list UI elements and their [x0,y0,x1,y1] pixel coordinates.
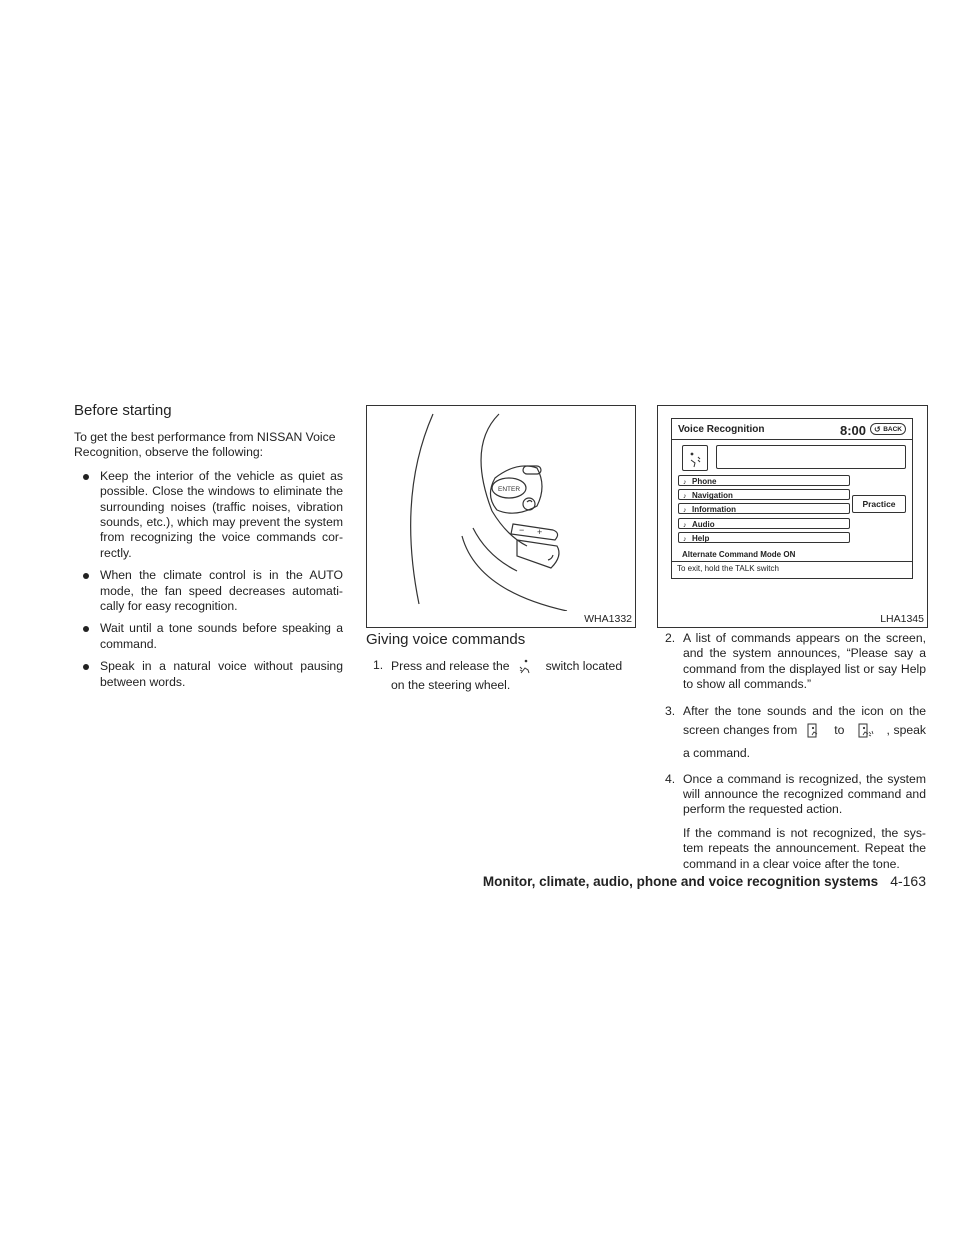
volume-minus-label: − [519,525,525,535]
clock: 8:00 [840,423,867,438]
steps-list [658,631,926,818]
list-item: 3. After the tone sounds and the icon on the screen changes from to , speak a command. [665,703,927,760]
voice-command-icon: ♪ [683,479,687,486]
list-item: 1. Press and release the switch located on the steering wheel. [373,658,623,693]
bullet-icon [83,626,89,632]
command-item-phone[interactable]: ♪ Phone [678,475,850,486]
list-item: Speak in a natural voice without pausing between words. [74,659,343,690]
figure-code: LHA1345 [880,613,924,625]
voice-command-icon: ♪ [683,493,687,500]
list-item: 4. Once a command is recognized, the system will announce the recognized command and perform the requested action. [665,771,926,817]
microphone-speaking-icon [858,723,874,744]
list-item: Keep the interior of the vehicle as quiet as possible. Close the windows to eliminate the surrounding noises (traffic noises, vibration sounds, etc.), which may prevent the system from recognizing the voice commands cor-rectly. [74,469,343,561]
list-item: When the climate control is in the AUTO mode, the fan speed decreases automati-cally for easy recognition. [74,568,343,614]
command-item-audio[interactable]: ♪ Audio [678,518,850,529]
alternate-command-mode-status: Alternate Command Mode ON [682,550,796,559]
command-item-help[interactable]: ♪ Help [678,532,850,543]
divider [672,439,912,440]
enter-button-label: ENTER [497,486,521,493]
steps-list [366,658,635,694]
bullet-icon [83,474,89,480]
bullet-icon [83,664,89,670]
left-column [74,402,343,697]
voice-command-icon: ♪ [683,536,687,543]
back-button[interactable]: ↺ BACK [870,423,906,435]
page-footer [483,873,926,889]
voice-recognition-screen-figure [657,405,928,628]
microphone-icon [682,445,708,471]
command-item-navigation[interactable]: ♪ Navigation [678,489,850,500]
microphone-icon [807,723,820,744]
figure-code: WHA1332 [584,613,632,625]
screen-title: Voice Recognition [678,424,765,435]
section-heading-giving-voice-commands: Giving voice commands [366,631,526,648]
note-paragraph: If the command is not recognized, the sys-tem repeats the announcement. Repeat the command in a clear voice after the tone. [683,825,926,871]
bullet-icon [83,573,89,579]
intro-paragraph: To get the best performance from NISSAN Voice Recognition, observe the following: [74,430,336,460]
right-column [658,631,926,872]
tips-list [74,469,343,690]
section-heading-before-starting: Before starting [74,402,172,419]
exit-hint: To exit, hold the TALK switch [677,564,779,573]
command-item-information[interactable]: ♪ Information [678,503,850,514]
list-item: 2. A list of commands appears on the screen, and the system announces, “Please say a command from the displayed list or say Help to show all commands.” [665,631,926,692]
voice-command-icon: ♪ [683,507,687,514]
middle-column [366,631,635,702]
list-item: Wait until a tone sounds before speaking a command. [74,621,343,652]
practice-button[interactable]: Practice [852,495,906,513]
page-number: 4-163 [890,873,926,889]
recognition-text-field [716,445,906,469]
chapter-title: Monitor, climate, audio, phone and voice recognition systems [482,874,879,889]
back-arrow-icon: ↺ [874,425,881,434]
talk-switch-icon [518,658,532,678]
voice-command-icon: ♪ [683,522,687,529]
volume-plus-label: + [537,527,543,537]
steering-wheel-figure [366,405,636,628]
voice-recognition-screen [671,418,913,579]
divider [672,561,912,562]
steering-wheel-illustration [367,406,635,611]
